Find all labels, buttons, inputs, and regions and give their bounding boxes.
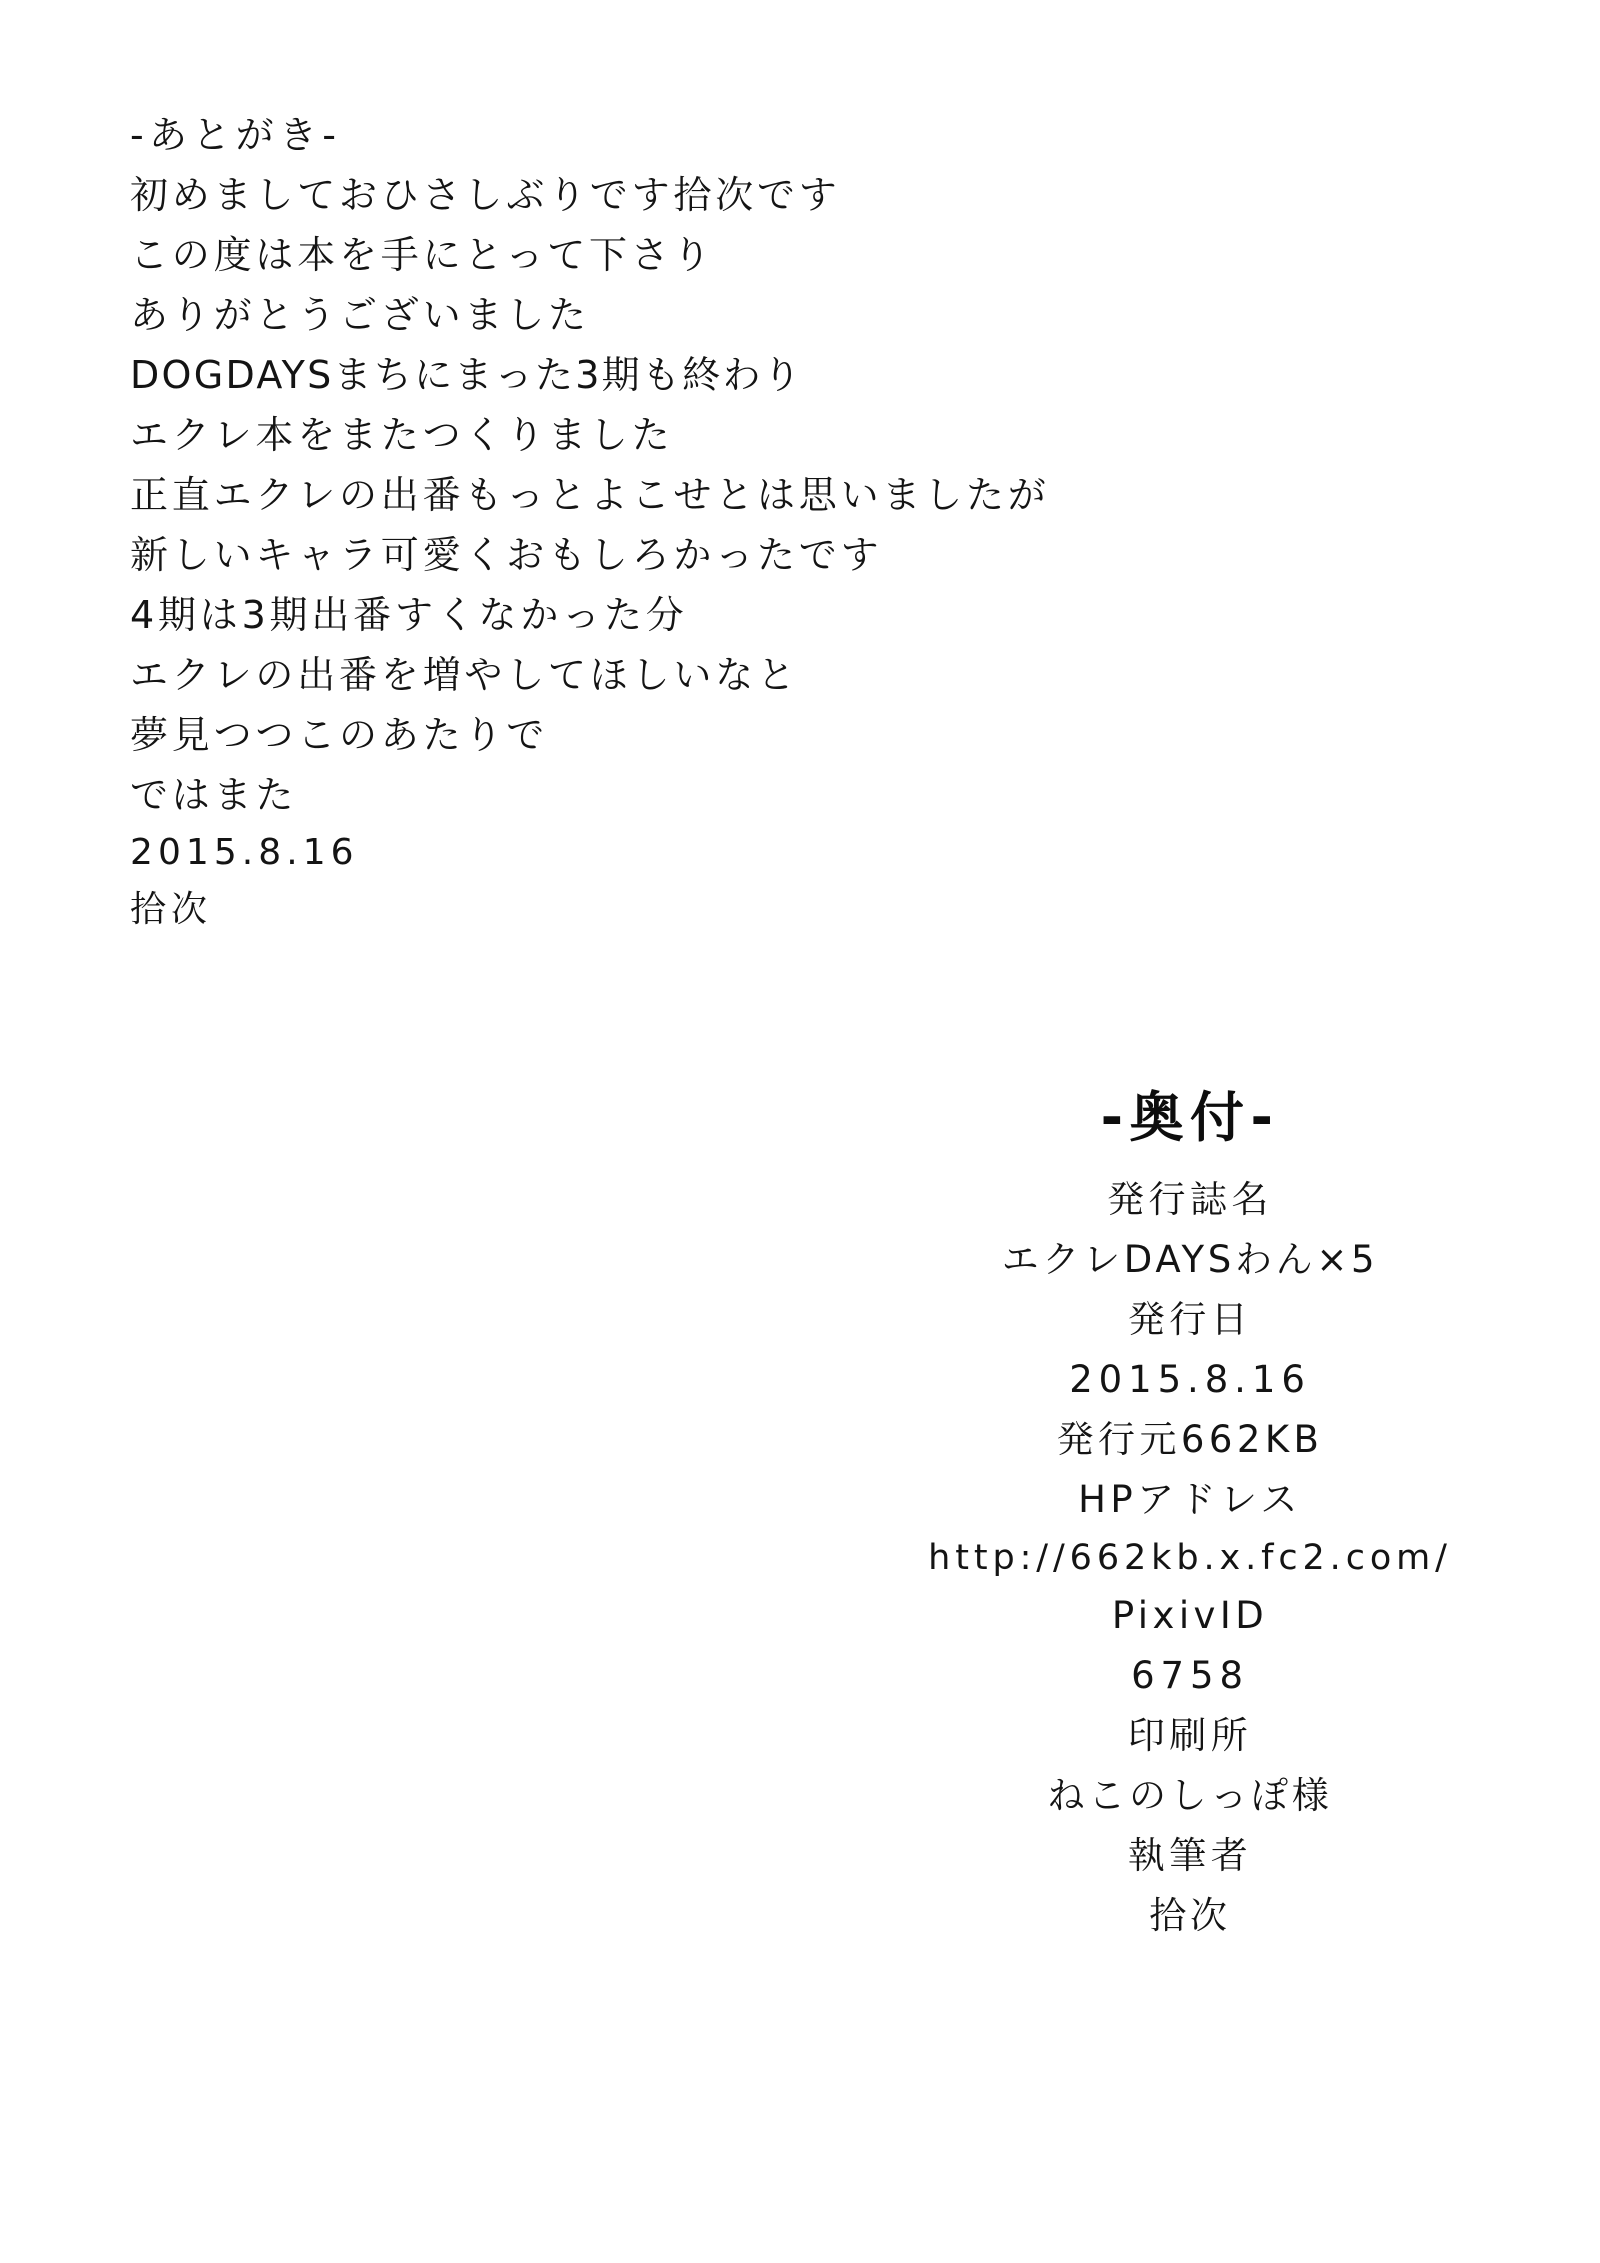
colophon-label-author: 執筆者 (1127, 1834, 1253, 1878)
afterword-heading: -あとがき- (130, 113, 342, 157)
colophon-label-publication-date: 発行日 (1127, 1297, 1253, 1341)
colophon-value-publication-date: 2015.8.16 (1069, 1357, 1311, 1401)
afterword-line: この度は本を手にとって下さり (130, 233, 715, 278)
afterword-line: 正直エクレの出番もっとよこせとは思いましたが (130, 473, 1050, 518)
colophon-value-pixiv-id: 6758 (1131, 1654, 1249, 1698)
colophon-value-printer: ねこのしっぽ様 (1047, 1774, 1333, 1818)
afterword-section (130, 105, 1380, 939)
colophon-label-pixiv-id: PixivID (1111, 1594, 1269, 1638)
afterword-line: エクレの出番を増やしてほしいなと (130, 653, 799, 698)
afterword-line: エクレ本をまたつくりました (130, 413, 674, 458)
colophon-label-publisher: 発行元662KB (1056, 1417, 1324, 1461)
afterword-line: 4期は3期出番すくなかった分 (130, 593, 688, 638)
afterword-line: DOGDAYSまちにまった3期も終わり (130, 353, 804, 398)
colophon-label-publication-name: 発行誌名 (1107, 1178, 1273, 1221)
colophon-value-homepage: http://662kb.x.fc2.com/ (928, 1537, 1452, 1578)
colophon-label-printer: 印刷所 (1127, 1714, 1253, 1758)
colophon-value-author: 拾次 (1149, 1894, 1231, 1937)
afterword-line: 夢見つつこのあたりで (130, 713, 549, 758)
afterword-line: 初めましておひさしぶりです拾次です (130, 173, 841, 218)
afterword-date: 2015.8.16 (130, 832, 359, 874)
colophon-label-homepage: HPアドレス (1078, 1477, 1302, 1521)
afterword-line: ありがとうございました (130, 293, 590, 338)
afterword-line: ではまた (130, 773, 298, 818)
colophon-value-publication-name: エクレDAYSわん×5 (1001, 1237, 1379, 1281)
colophon-section (810, 1075, 1570, 1946)
colophon-title: -奥付- (1100, 1086, 1280, 1149)
afterword-signature: 拾次 (130, 889, 213, 931)
afterword-line: 新しいキャラ可愛くおもしろかったです (130, 533, 883, 578)
